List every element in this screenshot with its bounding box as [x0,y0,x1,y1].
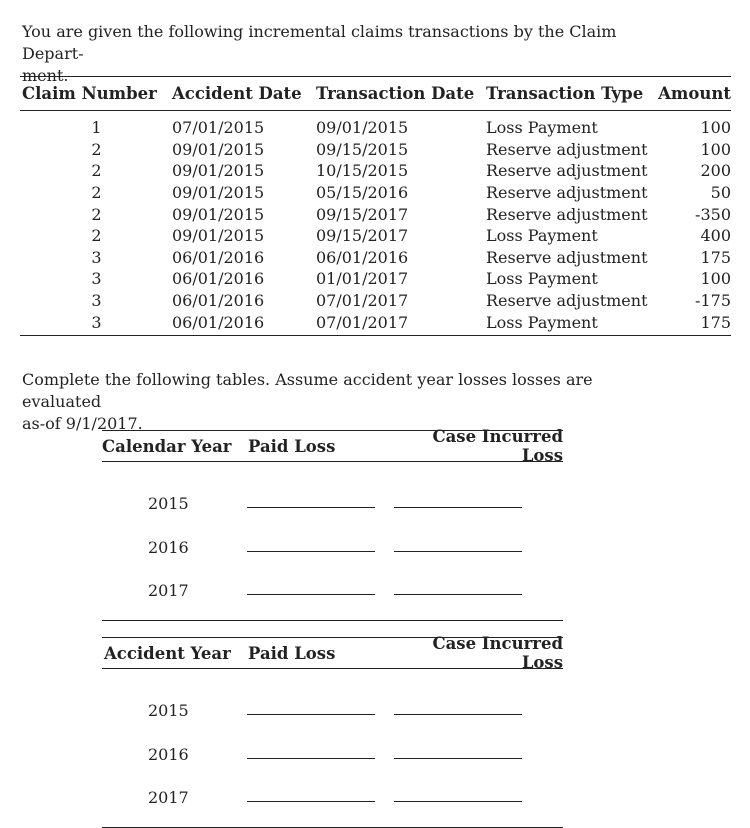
cell-claim-number: 2 [91,204,102,224]
table-row [20,117,731,139]
accident-case-incurred-blank[interactable] [394,714,522,715]
accident-year-table [102,634,563,828]
calendar-case-incurred-blank[interactable] [394,594,522,595]
cell-amount: 200 [700,161,731,181]
cell-accident-date: 06/01/2016 [172,291,265,311]
cell-transaction-type: Reserve adjustment [486,247,648,267]
intro-line-1: You are given the following incremental claims transactions by the Claim Depart- [22,22,617,63]
cell-claim-number: 3 [91,247,102,267]
table-row [20,139,731,161]
cell-accident-date: 09/01/2015 [172,161,265,181]
calendar-row-2017 [102,569,563,613]
cell-amount: -175 [695,291,731,311]
cell-amount: 100 [700,118,731,138]
cell-transaction-type: Loss Payment [486,312,598,332]
accident-year-label: 2016 [148,744,189,764]
cell-transaction-date: 01/01/2017 [316,269,409,289]
cell-claim-number: 2 [91,139,102,159]
cell-transaction-date: 07/01/2017 [316,291,409,311]
cell-amount: 100 [700,269,731,289]
cell-transaction-date: 06/01/2016 [316,247,409,267]
table-row [20,203,731,225]
calendar-table-bottom-rule [102,620,563,621]
calendar-row-2015 [102,482,563,526]
cell-claim-number: 2 [91,161,102,181]
cell-transaction-date: 09/01/2015 [316,118,409,138]
cell-transaction-type: Loss Payment [486,226,598,246]
cell-transaction-date: 09/15/2017 [316,204,409,224]
cell-claim-number: 3 [91,291,102,311]
cell-transaction-date: 09/15/2017 [316,226,409,246]
table-row [20,160,731,182]
accident-case-incurred-blank[interactable] [394,758,522,759]
accident-year-label: 2017 [148,788,189,808]
cell-amount: 50 [710,183,731,203]
instruction-line-1: Complete the following tables. Assume accident year losses losses are evaluated [22,370,593,411]
cell-transaction-type: Reserve adjustment [486,161,648,181]
calendar-table-body [102,462,563,620]
calendar-table-header-row [102,427,563,465]
accident-table-bottom-rule [102,827,563,828]
table-row [20,268,731,290]
cell-amount: 100 [700,139,731,159]
accident-case-incurred-blank[interactable] [394,801,522,802]
cell-transaction-type: Reserve adjustment [486,139,648,159]
calendar-case-incurred-blank[interactable] [394,507,522,508]
cell-transaction-type: Loss Payment [486,118,598,138]
header-amount: Amount [658,84,731,103]
accident-row-2015 [102,689,563,733]
table-row [20,182,731,204]
calendar-paid-loss-blank[interactable] [247,551,375,552]
calendar-paid-loss-blank[interactable] [247,594,375,595]
table-row [20,290,731,312]
cell-amount: 175 [700,312,731,332]
calendar-header-paid-loss: Paid Loss [248,436,336,456]
table-row [20,247,731,269]
accident-header-case-incurred: Case Incurred Loss [432,634,563,672]
cell-accident-date: 09/01/2015 [172,204,265,224]
table-row [20,225,731,247]
cell-transaction-type: Loss Payment [486,269,598,289]
header-accident-date: Accident Date [172,84,302,103]
cell-accident-date: 09/01/2015 [172,139,265,159]
cell-claim-number: 3 [91,269,102,289]
accident-table-header-row [102,634,563,672]
cell-accident-date: 06/01/2016 [172,312,265,332]
accident-paid-loss-blank[interactable] [247,758,375,759]
table-row [20,311,731,333]
calendar-year-label: 2016 [148,537,189,557]
cell-transaction-type: Reserve adjustment [486,183,648,203]
cell-transaction-date: 10/15/2015 [316,161,409,181]
cell-claim-number: 2 [91,226,102,246]
cell-accident-date: 09/01/2015 [172,226,265,246]
calendar-year-label: 2015 [148,494,189,514]
cell-claim-number: 1 [91,118,102,138]
cell-transaction-type: Reserve adjustment [486,204,648,224]
accident-row-2016 [102,733,563,777]
table-body [20,111,731,335]
header-transaction-type: Transaction Type [486,84,644,103]
calendar-year-label: 2017 [148,581,189,601]
instruction-line-2: as-of 9/1/2017. [22,414,143,433]
cell-accident-date: 09/01/2015 [172,183,265,203]
calendar-header-year: Calendar Year [102,436,232,456]
cell-accident-date: 07/01/2015 [172,118,265,138]
calendar-year-table [102,427,563,621]
calendar-header-case-incurred: Case Incurred Loss [432,427,563,465]
accident-table-body [102,669,563,827]
accident-header-year: Accident Year [104,643,231,663]
accident-paid-loss-blank[interactable] [247,714,375,715]
intro-line-2: ment. [22,66,69,85]
header-transaction-date: Transaction Date [316,84,475,103]
cell-transaction-date: 07/01/2017 [316,312,409,332]
cell-amount: -350 [695,204,731,224]
instruction-paragraph [22,369,662,435]
cell-transaction-type: Reserve adjustment [486,291,648,311]
cell-transaction-date: 09/15/2015 [316,139,409,159]
calendar-paid-loss-blank[interactable] [247,507,375,508]
accident-paid-loss-blank[interactable] [247,801,375,802]
calendar-row-2016 [102,526,563,570]
cell-accident-date: 06/01/2016 [172,269,265,289]
accident-row-2017 [102,776,563,820]
calendar-case-incurred-blank[interactable] [394,551,522,552]
cell-amount: 400 [700,226,731,246]
cell-accident-date: 06/01/2016 [172,247,265,267]
header-claim-number: Claim Number [22,84,157,103]
cell-transaction-date: 05/15/2016 [316,183,409,203]
table-bottom-rule [20,335,731,336]
accident-year-label: 2015 [148,701,189,721]
table-header-row [20,77,731,110]
transactions-table [20,76,731,336]
cell-claim-number: 2 [91,183,102,203]
cell-amount: 175 [700,247,731,267]
cell-claim-number: 3 [91,312,102,332]
accident-header-paid-loss: Paid Loss [248,643,336,663]
